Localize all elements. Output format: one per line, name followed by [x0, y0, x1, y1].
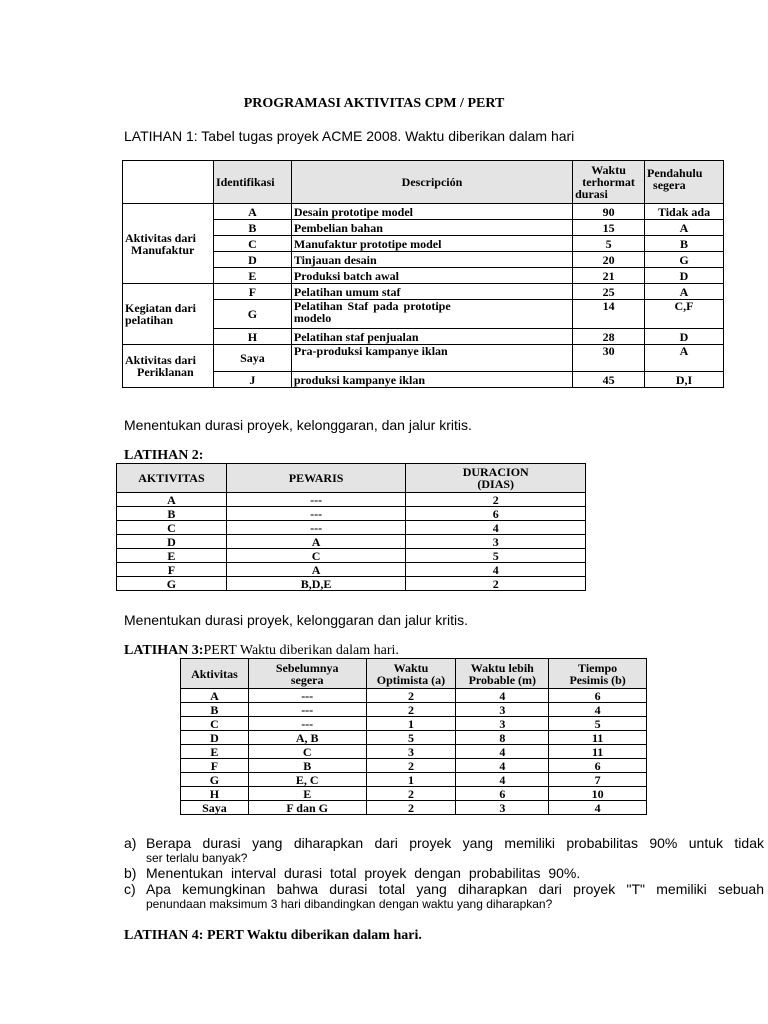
- cell-id: A: [213, 204, 291, 220]
- cell-activity: B: [117, 507, 227, 521]
- latihan3-header-aktivitas: Aktivitas: [181, 659, 249, 689]
- latihan1-header-description: Descripción: [291, 161, 572, 204]
- latihan3-table: [180, 658, 647, 815]
- cell-b: 10: [549, 787, 647, 801]
- cell-pred: ---: [226, 507, 406, 521]
- probable-line2: Probable (m): [468, 672, 537, 687]
- table-row: [117, 563, 586, 577]
- cell-pred: C: [248, 745, 366, 759]
- question-list: [124, 835, 764, 911]
- durasi-line1: DURACION: [462, 465, 529, 479]
- cell-desc: Pra-produksi kampanye iklan: [291, 345, 572, 372]
- cell-duration: 6: [406, 507, 586, 521]
- cell-a: 5: [366, 731, 456, 745]
- question-item: [124, 881, 764, 911]
- table-row: [117, 549, 586, 563]
- cell-a: 2: [366, 801, 456, 815]
- cell-pred: ---: [248, 703, 366, 717]
- waktu-line2: terhormat: [582, 175, 635, 189]
- table-row: [123, 345, 724, 372]
- table-row: [123, 284, 724, 300]
- group-label-manufaktur: [123, 204, 214, 284]
- cell-duration: 90: [573, 204, 645, 220]
- latihan1-intro: LATIHAN 1: Tabel tugas proyek ACME 2008. Waktu diberikan dalam hari: [124, 128, 575, 144]
- latihan2-heading: LATIHAN 2:: [124, 448, 204, 463]
- latihan3-header-optimista: [366, 659, 456, 689]
- pendahulu-line2: segera: [653, 178, 686, 192]
- table-row: [123, 300, 724, 329]
- cell-m: 3: [456, 801, 549, 815]
- cell-duration: 5: [573, 236, 645, 252]
- table-row: [117, 507, 586, 521]
- cell-duration: 2: [406, 577, 586, 591]
- cell-pred: A: [645, 284, 724, 300]
- latihan3-heading-rest: PERT Waktu diberikan dalam hari.: [203, 643, 399, 658]
- table-row: [123, 236, 724, 252]
- cell-id: J: [213, 372, 291, 388]
- question-label: b): [124, 865, 137, 881]
- question-text-cont: penundaan maksimum 3 hari dibandingkan dengan waktu yang diharapkan?: [146, 897, 553, 911]
- cell-a: 1: [366, 773, 456, 787]
- table-row: [123, 268, 724, 284]
- group-label-line2: Manufaktur: [131, 242, 195, 257]
- latihan3-heading-bold: LATIHAN 3:: [124, 643, 204, 658]
- cell-activity: B: [181, 703, 249, 717]
- table-row: [117, 521, 586, 535]
- cell-m: 4: [456, 745, 549, 759]
- question-item: [124, 865, 764, 881]
- latihan4-heading: LATIHAN 4: PERT Waktu diberikan dalam hari.: [124, 928, 422, 943]
- optimista-line2: Optimista (a): [376, 672, 446, 687]
- cell-id: G: [213, 300, 291, 329]
- cell-duration: 20: [573, 252, 645, 268]
- cell-m: 3: [456, 703, 549, 717]
- cell-duration: 2: [406, 493, 586, 507]
- cell-desc-line1: Pelatihan Staf pada prototipe: [293, 299, 451, 313]
- table-row: [181, 773, 647, 787]
- cell-duration: 3: [406, 535, 586, 549]
- table-row: [181, 745, 647, 759]
- cell-desc: Pelatihan staf penjualan: [291, 329, 572, 345]
- cell-duration: 45: [573, 372, 645, 388]
- cell-activity: A: [181, 689, 249, 703]
- table-row: [123, 372, 724, 388]
- cell-desc-line2: modelo: [293, 311, 332, 325]
- latihan3-header-probable: [456, 659, 549, 689]
- group-label-periklanan: [123, 345, 214, 388]
- cell-duration: 4: [406, 521, 586, 535]
- cell-pred: D,I: [645, 372, 724, 388]
- cell-desc: produksi kampanye iklan: [291, 372, 572, 388]
- cell-duration: 5: [406, 549, 586, 563]
- cell-a: 3: [366, 745, 456, 759]
- cell-activity: E: [181, 745, 249, 759]
- table-row: [181, 717, 647, 731]
- table-row: [117, 535, 586, 549]
- cell-duration: 25: [573, 284, 645, 300]
- group-label-line1: Aktivitas dari: [125, 230, 197, 245]
- cell-activity: D: [181, 731, 249, 745]
- cell-pred: C,F: [645, 300, 724, 329]
- cell-pred: G: [645, 252, 724, 268]
- cell-activity: H: [181, 787, 249, 801]
- cell-pred: B: [248, 759, 366, 773]
- cell-m: 4: [456, 773, 549, 787]
- latihan1-header-pendahulu: [645, 161, 724, 204]
- optimista-line1: Waktu: [393, 660, 429, 675]
- cell-m: 4: [456, 689, 549, 703]
- latihan3-heading: [124, 643, 399, 659]
- question-label: a): [124, 835, 137, 851]
- group-label-line1: Kegiatan dari: [125, 301, 196, 315]
- cell-a: 2: [366, 703, 456, 717]
- latihan2-table: [116, 463, 586, 591]
- latihan1-header-waktu: [573, 161, 645, 204]
- group-label-line1: Aktivitas dari: [125, 353, 197, 367]
- cell-m: 3: [456, 717, 549, 731]
- cell-pred: ---: [226, 493, 406, 507]
- waktu-line3: durasi: [575, 187, 608, 201]
- cell-pred: ---: [248, 689, 366, 703]
- cell-activity: C: [181, 717, 249, 731]
- table-row: [123, 252, 724, 268]
- cell-pred: D: [645, 329, 724, 345]
- cell-id: C: [213, 236, 291, 252]
- latihan2-header-durasi: [406, 464, 586, 493]
- question-text-cont: ser terlalu banyak?: [146, 851, 248, 865]
- cell-id: F: [213, 284, 291, 300]
- question-text: Apa kemungkinan bahwa durasi total yang diharapkan dari proyek "T" memiliki sebuah: [146, 881, 764, 897]
- cell-activity: C: [117, 521, 227, 535]
- cell-duration: 4: [406, 563, 586, 577]
- cell-desc: Pelatihan umum staf: [291, 284, 572, 300]
- cell-desc: Pembelian bahan: [291, 220, 572, 236]
- table-row: [123, 204, 724, 220]
- cell-b: 6: [549, 759, 647, 773]
- cell-activity: E: [117, 549, 227, 563]
- cell-b: 4: [549, 703, 647, 717]
- cell-desc: Manufaktur prototipe model: [291, 236, 572, 252]
- table-row: [123, 329, 724, 345]
- cell-activity: A: [117, 493, 227, 507]
- cell-m: 8: [456, 731, 549, 745]
- waktu-line1: Waktu: [591, 163, 626, 177]
- cell-activity: D: [117, 535, 227, 549]
- cell-a: 2: [366, 689, 456, 703]
- cell-b: 11: [549, 731, 647, 745]
- cell-id: E: [213, 268, 291, 284]
- question-text: Berapa durasi yang diharapkan dari proyek yang memiliki probabilitas 90% untuk tidak: [146, 835, 764, 851]
- cell-desc: Produksi batch awal: [291, 268, 572, 284]
- latihan1-header-row: [123, 161, 724, 204]
- table-row: [117, 493, 586, 507]
- page-title: PROGRAMASI AKTIVITAS CPM / PERT: [243, 96, 505, 111]
- cell-id: Saya: [213, 345, 291, 372]
- cell-activity: Saya: [181, 801, 249, 815]
- latihan2-header-aktivitas: AKTIVITAS: [117, 464, 227, 493]
- cell-pred: ---: [226, 521, 406, 535]
- cell-pred: B: [645, 236, 724, 252]
- cell-desc: [291, 300, 572, 329]
- table-row: [181, 703, 647, 717]
- cell-activity: G: [181, 773, 249, 787]
- cell-activity: F: [181, 759, 249, 773]
- cell-id: B: [213, 220, 291, 236]
- cell-activity: G: [117, 577, 227, 591]
- group-label-line2: pelatihan: [125, 313, 174, 327]
- cell-duration: 21: [573, 268, 645, 284]
- latihan1-header-identifikasi: Identifikasi: [213, 161, 291, 204]
- latihan2-header-row: [117, 464, 586, 493]
- cell-a: 2: [366, 787, 456, 801]
- latihan2-header-pewaris: PEWARIS: [226, 464, 406, 493]
- table-row: [181, 731, 647, 745]
- sebelumnya-line2: segera: [290, 672, 324, 687]
- cell-b: 5: [549, 717, 647, 731]
- cell-duration: 15: [573, 220, 645, 236]
- cell-duration: 28: [573, 329, 645, 345]
- cell-pred: ---: [248, 717, 366, 731]
- probable-line1: Waktu lebih: [470, 660, 534, 675]
- cell-desc: Tinjauan desain: [291, 252, 572, 268]
- cell-duration: 30: [573, 345, 645, 372]
- cell-pred: A: [226, 563, 406, 577]
- cell-pred: E: [248, 787, 366, 801]
- cell-pred: B,D,E: [226, 577, 406, 591]
- group-label-pelatihan: [123, 284, 214, 345]
- table-row: [181, 759, 647, 773]
- cell-pred: C: [226, 549, 406, 563]
- cell-pred: A, B: [248, 731, 366, 745]
- cell-a: 1: [366, 717, 456, 731]
- cell-id: D: [213, 252, 291, 268]
- question-item: [124, 835, 764, 865]
- cell-pred: E, C: [248, 773, 366, 787]
- group-label-line2: Periklanan: [137, 365, 194, 379]
- latihan3-header-pesimis: [549, 659, 647, 689]
- question-label: c): [124, 881, 136, 897]
- cell-b: 11: [549, 745, 647, 759]
- cell-b: 7: [549, 773, 647, 787]
- cell-duration: 14: [573, 300, 645, 329]
- cell-activity: F: [117, 563, 227, 577]
- latihan1-header-empty: [123, 161, 214, 204]
- durasi-line2: (DIAS): [477, 477, 515, 491]
- table-row: [117, 577, 586, 591]
- table-row: [181, 801, 647, 815]
- question-text: Menentukan interval durasi total proyek dengan probabilitas 90%.: [146, 865, 581, 881]
- cell-m: 4: [456, 759, 549, 773]
- pendahulu-line1: Pendahulu: [647, 166, 703, 180]
- table-row: [181, 689, 647, 703]
- latihan3-header-row: [181, 659, 647, 689]
- cell-m: 6: [456, 787, 549, 801]
- table-row: [181, 787, 647, 801]
- cell-pred: F dan G: [248, 801, 366, 815]
- cell-b: 4: [549, 801, 647, 815]
- latihan3-header-sebelumnya: [248, 659, 366, 689]
- cell-pred: A: [645, 220, 724, 236]
- latihan1-table: [122, 160, 724, 388]
- latihan2-instruction: Menentukan durasi proyek, kelonggaran dan jalur kritis.: [124, 612, 468, 628]
- cell-a: 2: [366, 759, 456, 773]
- cell-desc: Desain prototipe model: [291, 204, 572, 220]
- latihan1-instruction: Menentukan durasi proyek, kelonggaran, dan jalur kritis.: [124, 417, 472, 433]
- cell-b: 6: [549, 689, 647, 703]
- cell-pred: Tidak ada: [645, 204, 724, 220]
- sebelumnya-line1: Sebelumnya: [275, 660, 339, 675]
- cell-id: H: [213, 329, 291, 345]
- cell-pred: A: [645, 345, 724, 372]
- table-row: [123, 220, 724, 236]
- pesimis-line1: Tiempo: [578, 660, 618, 675]
- pesimis-line2: Pesimis (b): [569, 672, 626, 687]
- cell-pred: A: [226, 535, 406, 549]
- cell-pred: D: [645, 268, 724, 284]
